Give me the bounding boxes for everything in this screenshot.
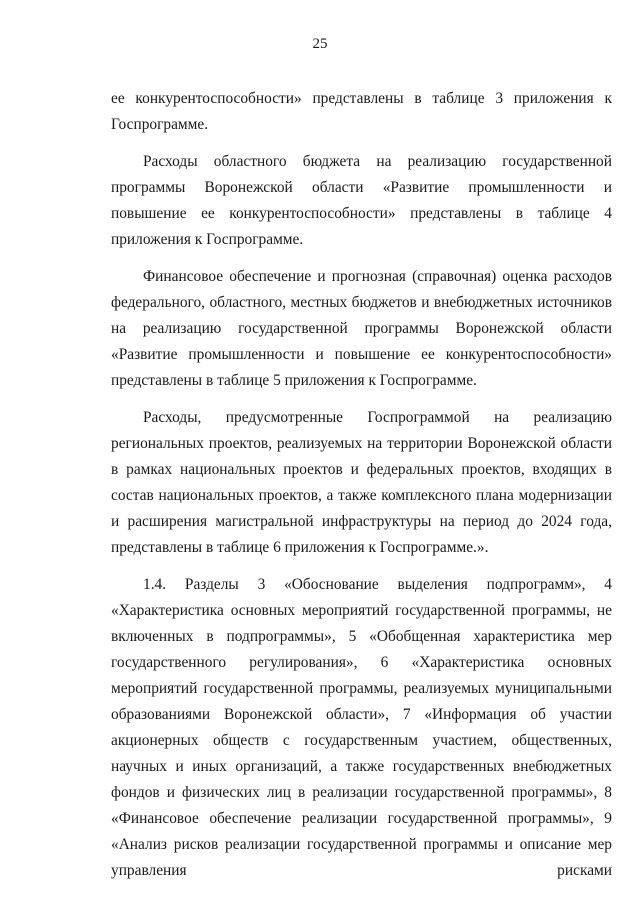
paragraph-sections-list: 1.4. Разделы 3 «Обоснование выделения подпрограмм», 4 «Характеристика основных мероприятий государственной программы, не включенных в подпрограммы», 5 «Обобщенная характеристика мер государственного регулирования», 6 «Характеристика основных мероприятий государственной программы, реализуемых муниципальными образованиями Воронежской области», 7 «Информация об участии акционерных обществ с государственным участием, общественных, научных и иных организаций, а также государственных внебюджетных фондов и физических лиц в реализации государственной программы», 8 «Финансовое обеспечение реализации государственной программы», 9 «Анализ рисков реализации государственной программы и описание мер управления рисками bbox=[111, 576, 612, 879]
paragraph-regional-projects: Расходы, предусмотренные Госпрограммой на реализацию региональных проектов, реализуемых на территории Воронежской области в рамках национальных проектов и федеральных проектов, входящих в состав национальных проектов, а также комплексного плана модернизации и расширения магистральной инфраструктуры на период до 2024 года, представлены в таблице 6 приложения к Госпрограмме.». bbox=[111, 409, 612, 556]
page-number: 25 bbox=[312, 36, 328, 52]
paragraph-regional-budget: Расходы областного бюджета на реализацию государственной программы Воронежской области «Развитие промышленности и повышение ее конкурентоспособности» представлены в таблице 4 приложения к Госпрограмме. bbox=[111, 153, 612, 248]
paragraph-continuation: ее конкурентоспособности» представлены в таблице 3 приложения к Госпрограмме. bbox=[111, 90, 612, 133]
paragraph-financial-support: Финансовое обеспечение и прогнозная (справочная) оценка расходов федерального, областного, местных бюджетов и внебюджетных источников на реализацию государственной программы Воронежской области «Развитие промышленности и повышение ее конкурентоспособности» представлены в таблице 5 приложения к Госпрограмме. bbox=[111, 268, 612, 389]
document-body bbox=[111, 86, 612, 884]
